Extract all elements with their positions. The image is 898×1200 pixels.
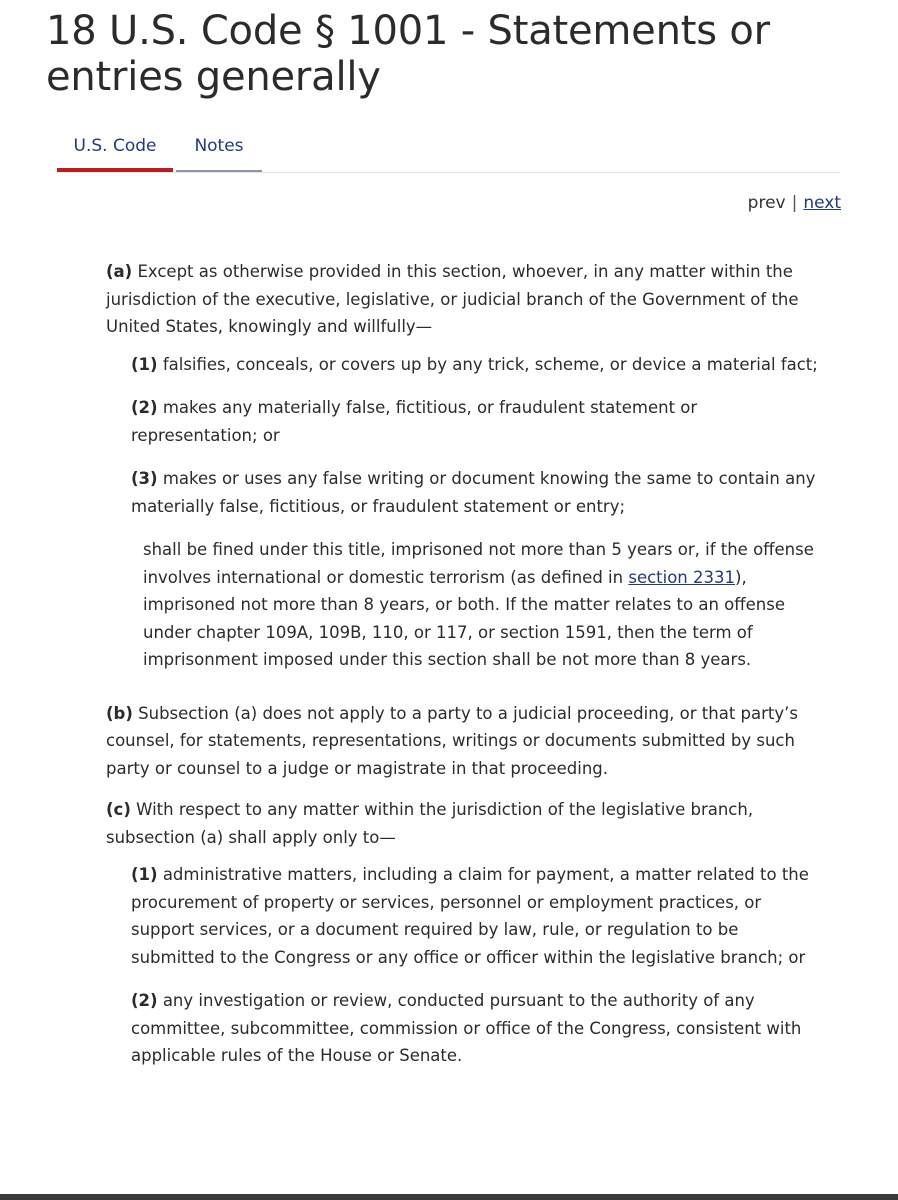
subsection-c-marker: (c) (106, 800, 131, 819)
subsection-c-item-1 (131, 861, 826, 971)
subsection-c-item-2 (131, 987, 826, 1070)
subsection-a-marker: (a) (106, 262, 133, 281)
subsection-a-item-3 (131, 465, 826, 520)
item-text: makes or uses any false writing or document knowing the same to contain any materially false, fictitious, or fraudulent statement or entry; (131, 469, 816, 516)
subsection-b-text: Subsection (a) does not apply to a party to a judicial proceeding, or that party’s counsel, for statements, representations, writings or documents submitted by such party or counsel to a judge or magistrate in that proceeding. (106, 703, 798, 778)
tab-us-code[interactable]: U.S. Code (73, 136, 157, 156)
penalty-text-before: shall be fined under this title, imprisoned not more than 5 years or, if the offense involves international or domestic terrorism (as defined in (143, 540, 814, 587)
tab-notes-indicator (176, 170, 262, 172)
subsection-a-text: Except as otherwise provided in this section, whoever, in any matter within the jurisdiction of the executive, legislative, or judicial branch of the Government of the United States, knowingly and willfully— (106, 262, 799, 336)
page-title: 18 U.S. Code § 1001 - Statements or entries generally (46, 8, 770, 100)
pager (748, 190, 841, 216)
tab-notes[interactable]: Notes (194, 136, 244, 156)
subsection-a-item-2 (131, 394, 826, 449)
item-text: any investigation or review, conducted pursuant to the authority of any committee, subcommittee, commission or office of the Congress, consistent with applicable rules of the House or Senate. (131, 991, 802, 1065)
item-text: makes any materially false, fictitious, or fraudulent statement or representation; or (131, 398, 698, 445)
item-marker: (3) (131, 469, 158, 488)
item-marker: (1) (131, 865, 158, 884)
next-link[interactable]: next (803, 193, 841, 213)
subsection-c (106, 796, 826, 851)
subsection-a (106, 258, 826, 341)
subsection-b-marker: (b) (106, 703, 133, 723)
bottom-edge-bar (0, 1194, 898, 1200)
subsection-b (106, 700, 826, 783)
item-text: administrative matters, including a claim for payment, a matter related to the procurement of property or services, personnel or employment practices, or support services, or a document required by law, rule, or regulation to be submitted to the Congress or any office or officer within the legislative branch; or (131, 865, 809, 967)
statute-text (106, 258, 826, 1086)
item-marker: (2) (131, 398, 158, 417)
pager-separator: | (791, 193, 798, 213)
item-text: falsifies, conceals, or covers up by any trick, scheme, or device a material fact; (157, 354, 818, 374)
item-marker: (2) (131, 991, 158, 1010)
item-marker: (1) (131, 354, 158, 374)
penalty-text-after: ), imprisoned not more than 8 years, or both. If the matter relates to an offense under chapter 109A, 109B, 110, or 117, or section 1591, then the term of imprisonment imposed under this section shall be not more than 8 years. (143, 567, 785, 669)
active-tab-indicator (57, 168, 173, 172)
subsection-c-text: With respect to any matter within the jurisdiction of the legislative branch, subsection (a) shall apply only to— (106, 800, 754, 847)
section-2331-link[interactable]: section 2331 (628, 567, 736, 587)
subsection-a-item-1 (131, 351, 826, 379)
subsection-a-penalty (143, 536, 826, 674)
prev-label: prev (747, 193, 786, 213)
tab-bar (57, 120, 840, 173)
